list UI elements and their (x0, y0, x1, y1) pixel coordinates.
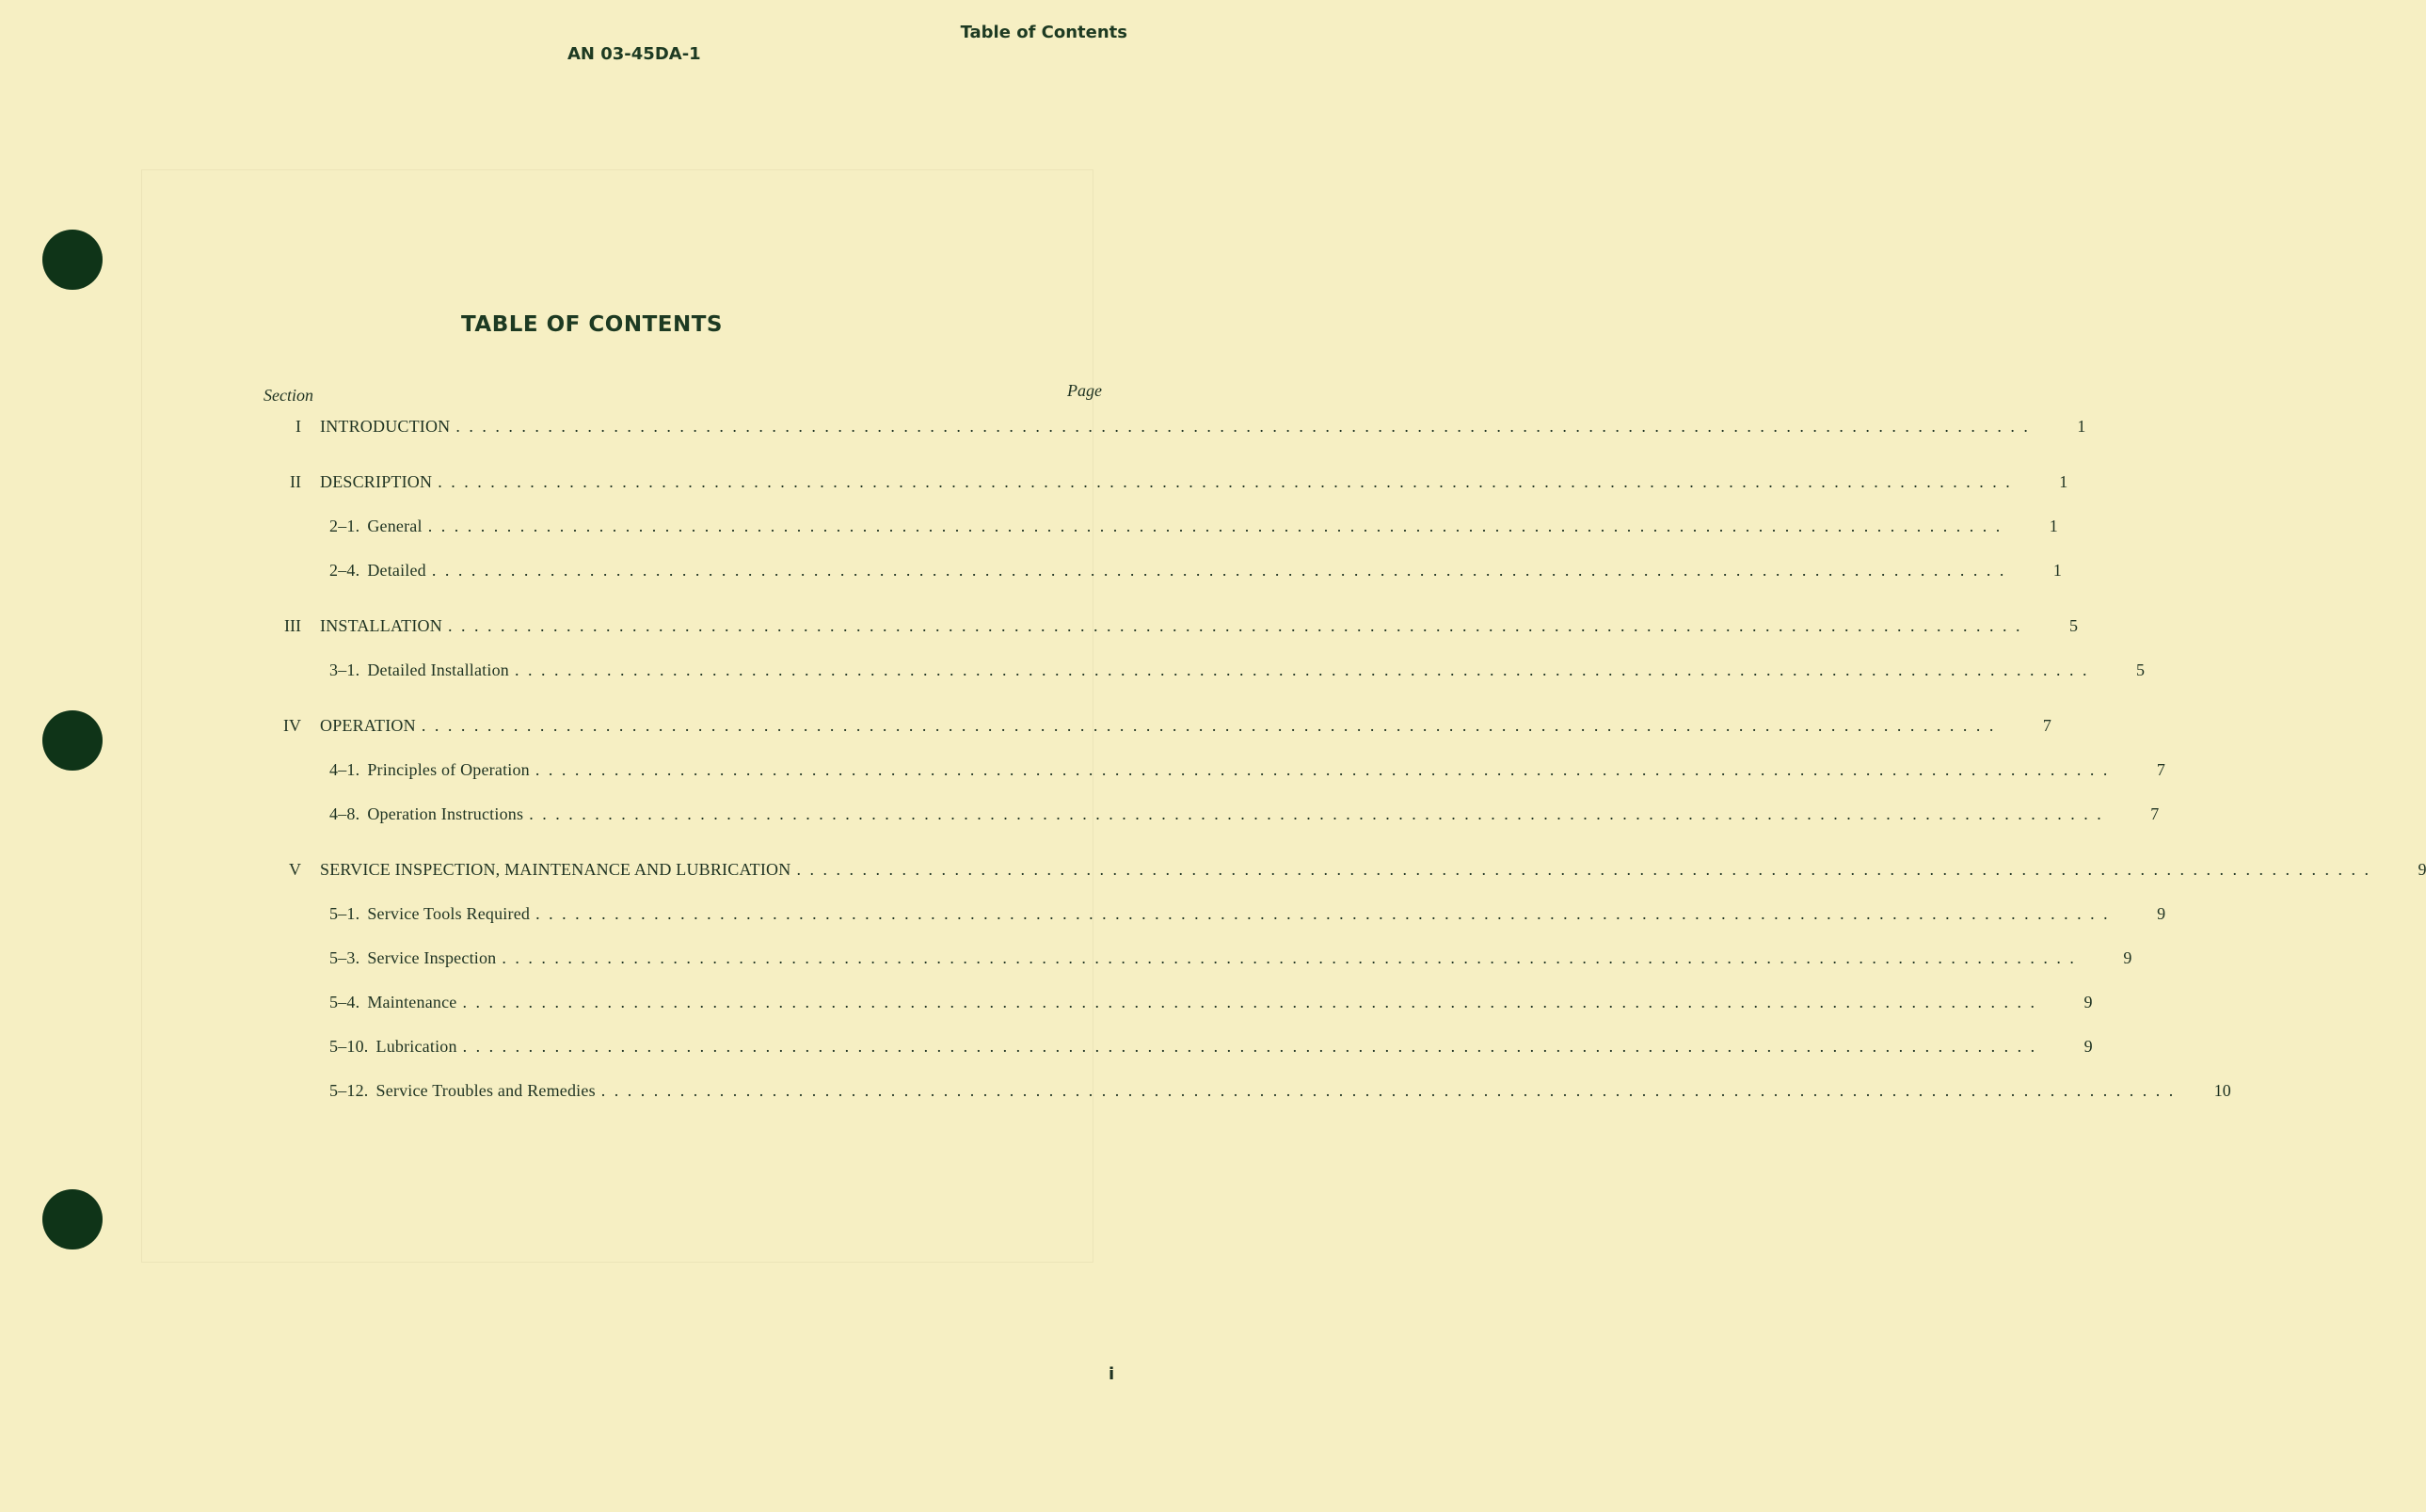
toc-entry[interactable] (263, 517, 2058, 561)
entry-number: III (284, 616, 301, 635)
toc-entry[interactable] (263, 716, 2051, 760)
section-column-header: Section (263, 386, 313, 405)
entry-label (263, 993, 456, 1012)
entry-number: 4–1. (329, 760, 360, 779)
entry-page: 9 (2083, 1037, 2093, 1056)
entry-number: 5–3. (329, 948, 360, 967)
entry-page: 1 (2077, 417, 2086, 436)
leader-dots: ........................................................................................................................ (462, 993, 2044, 1011)
entry-title: Service Inspection (367, 948, 497, 967)
document-number: AN 03-45DA-1 (567, 44, 701, 64)
entry-page: 7 (2150, 804, 2160, 823)
entry-label (263, 517, 423, 536)
toc-entry[interactable] (263, 616, 2078, 661)
page-number: i (1109, 1364, 1115, 1384)
entry-label (263, 760, 530, 780)
toc-entry[interactable] (263, 804, 2160, 849)
entry-number: IV (283, 716, 301, 735)
binder-hole (42, 710, 103, 771)
toc-entry[interactable] (263, 417, 2086, 461)
toc-entry[interactable] (263, 904, 2166, 948)
entry-title: Detailed (367, 561, 426, 580)
page-title: TABLE OF CONTENTS (461, 312, 723, 337)
entry-page: 5 (2135, 661, 2145, 679)
entry-title: SERVICE INSPECTION, MAINTENANCE AND LUBRICATION (320, 860, 791, 879)
entry-page: 1 (2049, 517, 2058, 535)
leader-dots: ........................................................................................................................ (535, 760, 2116, 779)
entry-label (263, 948, 496, 968)
entry-number: 5–10. (329, 1037, 369, 1056)
entry-label (263, 1037, 457, 1057)
entry-page: 10 (2213, 1081, 2231, 1100)
entry-title: Lubrication (375, 1037, 457, 1056)
leader-dots: ........................................................................................................................ (796, 860, 2378, 879)
leader-dots: ........................................................................................................................ (514, 661, 2096, 679)
page-column-header: Page (1067, 381, 1102, 400)
entry-label (263, 804, 523, 824)
entry-title: Detailed Installation (367, 661, 509, 679)
entry-title: INTRODUCTION (320, 417, 451, 436)
entry-label (263, 561, 426, 581)
entry-page: 5 (2068, 616, 2078, 635)
entry-page: 1 (2059, 472, 2068, 491)
toc-entry[interactable] (263, 760, 2165, 804)
entry-page: 7 (2042, 716, 2051, 735)
entry-page: 1 (2052, 561, 2062, 580)
toc-entry[interactable] (263, 561, 2062, 605)
entry-page: 9 (2418, 860, 2426, 879)
leader-dots: ........................................................................................................................ (438, 472, 2019, 491)
leader-dots: ........................................................................................................................ (455, 417, 2037, 436)
entry-title: OPERATION (320, 716, 416, 735)
toc-entry[interactable] (263, 661, 2145, 705)
leader-dots: ........................................................................................................................ (535, 904, 2117, 923)
entry-number: 2–1. (329, 517, 360, 535)
entry-number: 2–4. (329, 561, 360, 580)
entry-title: Service Tools Required (367, 904, 531, 923)
entry-number: 5–1. (329, 904, 360, 923)
entry-number: 4–8. (329, 804, 360, 823)
leader-dots: ........................................................................................................................ (421, 716, 2003, 735)
entry-title: General (367, 517, 423, 535)
toc-entry[interactable] (263, 1037, 2093, 1081)
leader-dots: ........................................................................................................................ (431, 561, 2013, 580)
entry-number: II (290, 472, 301, 491)
leader-dots: ........................................................................................................................ (427, 517, 2009, 535)
leader-dots: ........................................................................................................................ (447, 616, 2029, 635)
running-header-title: Table of Contents (960, 23, 1127, 42)
entry-title: Maintenance (367, 993, 457, 1011)
entry-page: 9 (2083, 993, 2093, 1011)
leader-dots: ........................................................................................................................ (502, 948, 2083, 967)
leader-dots: ........................................................................................................................ (600, 1081, 2182, 1100)
entry-title: Service Troubles and Remedies (375, 1081, 596, 1100)
entry-page: 9 (2157, 904, 2166, 923)
entry-label (263, 1081, 596, 1101)
toc-entry[interactable] (263, 860, 2426, 904)
entry-number: 5–12. (329, 1081, 369, 1100)
entry-title: Operation Instructions (367, 804, 524, 823)
entry-number: 5–4. (329, 993, 360, 1011)
toc-list (263, 417, 2426, 1125)
entry-page: 7 (2156, 760, 2165, 779)
entry-title: Principles of Operation (367, 760, 530, 779)
binder-hole (42, 1189, 103, 1249)
binder-hole (42, 230, 103, 290)
entry-title: INSTALLATION (320, 616, 442, 635)
leader-dots: ........................................................................................................................ (462, 1037, 2044, 1056)
entry-label (263, 661, 509, 680)
entry-title: DESCRIPTION (320, 472, 433, 491)
entry-number: 3–1. (329, 661, 360, 679)
toc-entry[interactable] (263, 472, 2068, 517)
entry-number: V (289, 860, 301, 879)
entry-number: I (295, 417, 301, 436)
entry-page: 9 (2123, 948, 2132, 967)
toc-entry[interactable] (263, 1081, 2231, 1125)
entry-label (263, 904, 530, 924)
toc-entry[interactable] (263, 948, 2132, 993)
leader-dots: ........................................................................................................................ (529, 804, 2111, 823)
toc-entry[interactable] (263, 993, 2093, 1037)
